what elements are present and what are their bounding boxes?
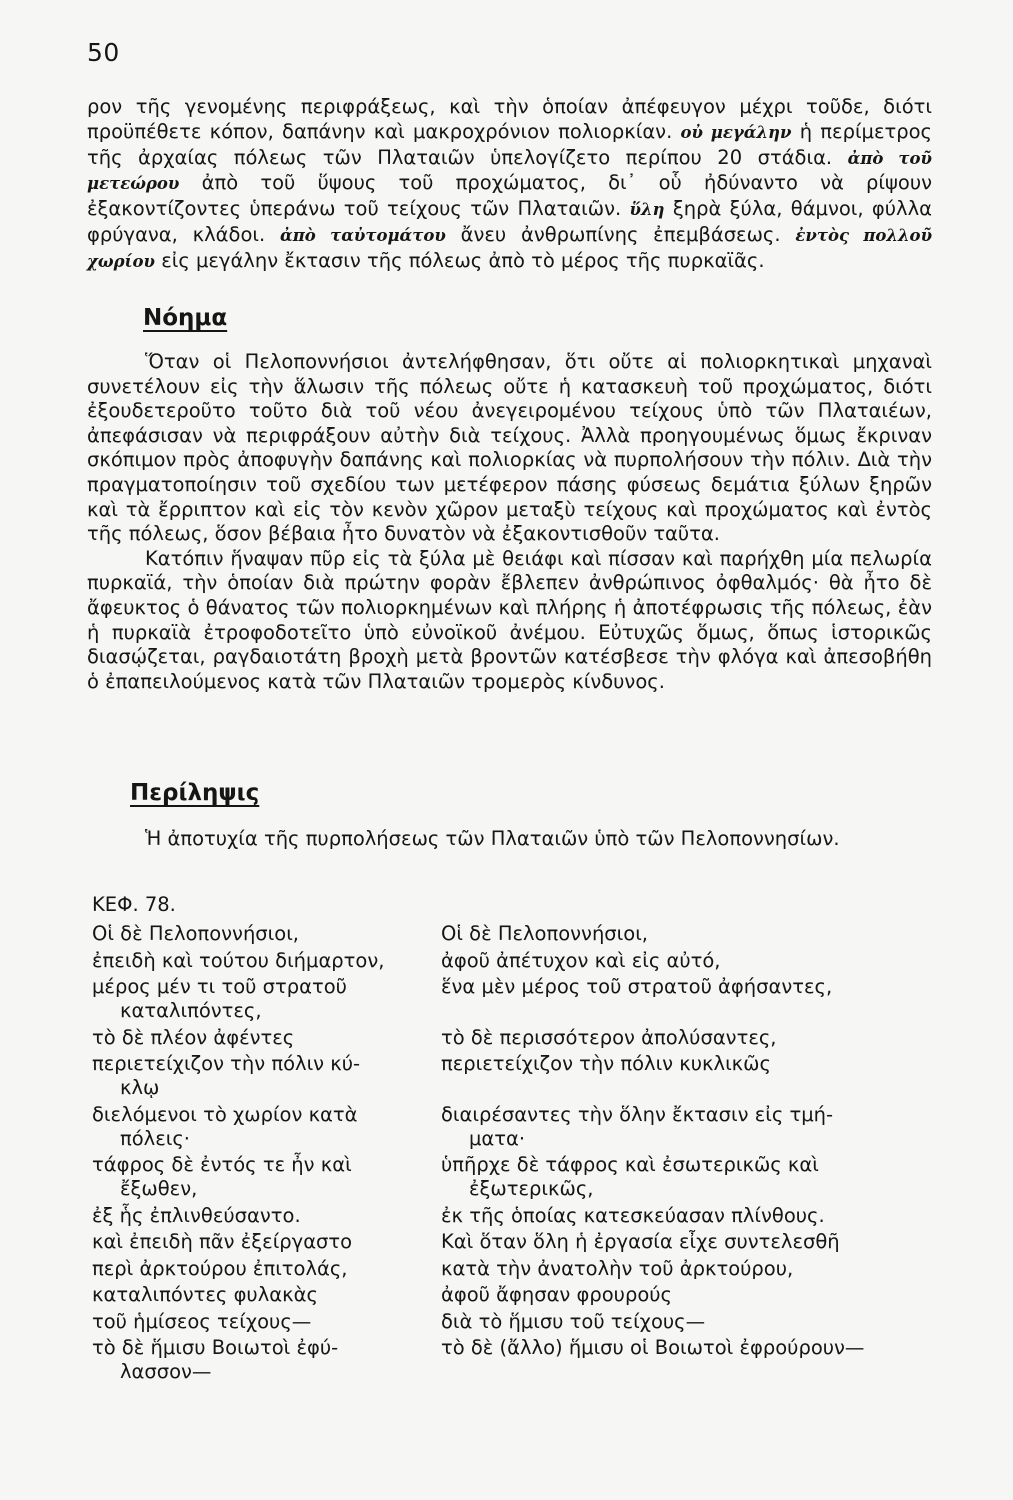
original-line	[92, 922, 423, 946]
note-keyword: οὐ μεγάλην	[680, 122, 792, 142]
translation-continuation: ἐξωτερικῶς,	[469, 1177, 594, 1200]
translation-line	[441, 1230, 951, 1254]
translation-text: ἐκ τῆς ὁποίας κατεσκεύασαν πλίνθους.	[441, 1203, 825, 1227]
original-text: μέρος μέν τι τοῦ στρατοῦ	[92, 975, 347, 998]
original-text: ἐπειδὴ καὶ τούτου διήμαρτον,	[92, 948, 385, 972]
translation-text: τὸ δὲ (ἄλλο) ἥμισυ οἱ Βοιωτοὶ ἐφρούρουν—	[441, 1336, 865, 1359]
translation-line	[441, 922, 951, 946]
translation-line	[441, 1204, 951, 1228]
original-text: τὸ δὲ ἥμισυ Βοιωτοὶ ἐφύ-	[92, 1336, 339, 1359]
original-continuation: πόλεις·	[120, 1126, 190, 1150]
translation-text: Οἱ δὲ Πελοποννήσιοι,	[441, 922, 648, 945]
note-keyword: ἐντὸς πολλοῦ χωρίου	[87, 225, 933, 271]
translation-text: ἀφοῦ ἀπέτυχον καὶ εἰς αὐτό,	[441, 948, 721, 972]
translation-line	[441, 1103, 951, 1151]
original-text: καταλιπόντες φυλακὰς	[92, 1283, 318, 1306]
note-text: ἄνευ ἀνθρωπίνης ἐπεμβάσεως.	[460, 222, 781, 246]
translation-text: ἀφοῦ ἄφησαν φρουρούς	[441, 1283, 673, 1306]
translation-text: ἕνα μὲν μέρος τοῦ στρατοῦ ἀφήσαντες,	[441, 975, 833, 998]
translation-text: διὰ τὸ ἥμισυ τοῦ τείχους—	[441, 1309, 706, 1333]
original-text: τὸ δὲ πλέον ἀφέντες	[92, 1025, 295, 1049]
chapter-reference: ΚΕΦ. 78.	[92, 893, 176, 916]
original-text: περὶ ἀρκτούρου ἐπιτολάς,	[92, 1256, 348, 1280]
original-line	[92, 1230, 423, 1254]
note-text: ἡ περίμετρος τῆς ἀρχαίας πόλεως τῶν Πλαταιῶν ὑπελογίζετο περίπου 20 στάδια.	[87, 119, 932, 169]
original-text: Οἱ δὲ Πελοποννήσιοι,	[92, 922, 299, 945]
original-text: ἐξ ἧς ἐπλινθεύσαντο.	[92, 1203, 301, 1227]
translation-line	[441, 1283, 951, 1307]
perilepsis-section	[87, 827, 932, 852]
translation-text: περιετείχιζον τὴν πόλιν κυκλικῶς	[441, 1052, 771, 1075]
original-text: περιετείχιζον τὴν πόλιν κύ-	[92, 1052, 361, 1075]
original-line	[92, 1204, 423, 1228]
translation-line	[441, 1052, 951, 1100]
translation-line	[441, 1257, 951, 1281]
original-line	[92, 1153, 423, 1201]
perilepsis-heading: Περίληψις	[130, 780, 260, 806]
original-continuation: κλῳ	[120, 1076, 160, 1099]
translation-line	[441, 1153, 951, 1201]
original-line	[92, 975, 423, 1023]
note-keyword: ἀπὸ ταὐτομάτου	[280, 225, 446, 245]
noema-section	[87, 350, 932, 694]
noema-paragraph: Ὅταν οἱ Πελοποννήσιοι ἀντελήφθησαν, ὅτι οὔτε αἱ πολιορκητικαὶ μηχαναὶ συνετέλουν εἰς τὴν ἅλωσιν τῆς πόλεως οὔτε ἡ κατασκευὴ τοῦ προχώματος, διότι ἐξουδετεροῦτο τοῦτο διὰ τοῦ νέου ἀνεγειρομένου τείχους ὑπὸ τῶν Πλαταιέων, ἀπεφάσισαν νὰ περιφράξουν αὐτὴν διὰ τείχους. Ἀλλὰ προηγουμένως ὅμως ἔκριναν σκόπιμον πρὸς ἀποφυγὴν δαπάνης καὶ πολιορκίας νὰ πυρπολήσουν τὴν πόλιν. Διὰ τὴν πραγματοποίησιν τοῦ σχεδίου των μετέφερον πάσης φύσεως δεμάτια ξύλων ξηρῶν καὶ τὰ ἔρριπτον καὶ εἰς τὸν κενὸν χῶρον μεταξὺ τείχους καὶ προχώματος καὶ ἐντὸς τῆς πόλεως, ὅσον βέβαια ἦτο δυνατὸν νὰ ἐξακοντισθοῦν ταῦτα.	[87, 350, 932, 546]
translation-line	[441, 975, 951, 1023]
translation-text: Καὶ ὅταν ὅλη ἡ ἐργασία εἶχε συντελεσθῆ	[441, 1230, 840, 1253]
note-text: ξηρὰ ξύλα, θάμνοι, φύλλα φρύγανα, κλάδοι.	[87, 197, 932, 246]
note-text: ἀπὸ τοῦ ὕψους τοῦ προχώματος, δι᾽ οὗ ἠδύναντο νὰ ρίψουν ἐξακοντίζοντες ὑπεράνω τοῦ τείχους τῶν Πλαταιῶν.	[87, 171, 932, 221]
original-text: διελόμενοι τὸ χωρίον κατὰ	[92, 1102, 358, 1126]
note-keyword: ἀπὸ τοῦ μετεώρου	[87, 148, 932, 194]
original-continuation: καταλιπόντες,	[120, 999, 262, 1022]
translation-line	[441, 949, 951, 973]
notes-paragraph	[87, 95, 932, 275]
translation-text: τὸ δὲ περισσότερον ἀπολύσαντες,	[441, 1025, 777, 1049]
original-continuation: ἔξωθεν,	[120, 1177, 198, 1200]
original-line	[92, 1283, 423, 1307]
original-text: τοῦ ἡμίσεος τείχους—	[92, 1309, 312, 1333]
original-line	[92, 1336, 423, 1384]
original-line	[92, 949, 423, 973]
page-number: 50	[87, 38, 120, 67]
note-text: ρον τῆς γενομένης περιφράξεως, καὶ τὴν ὁποίαν ἀπέφευγον μέχρι τοῦδε, διότι προϋπέθετε κόπον, δαπάνην καὶ μακροχρόνιον πολιορκίαν.	[87, 95, 932, 143]
original-text: καὶ ἐπειδὴ πᾶν ἐξείργαστο	[92, 1230, 353, 1253]
original-line	[92, 1103, 423, 1151]
translation-continuation: ματα·	[469, 1126, 526, 1150]
translation-line	[441, 1026, 951, 1050]
translation-text: διαιρέσαντες τὴν ὅλην ἔκτασιν εἰς τμή-	[441, 1102, 834, 1126]
original-text: τάφρος δὲ ἐντός τε ἦν καὶ	[92, 1153, 352, 1176]
note-keyword: ὕλη	[629, 200, 665, 220]
parallel-text	[92, 922, 937, 1387]
note-text: εἰς μεγάλην ἔκτασιν τῆς πόλεως ἀπὸ τὸ μέρος τῆς πυρκαϊᾶς.	[161, 248, 765, 272]
original-line	[92, 1052, 423, 1100]
noema-paragraph: Κατόπιν ἥναψαν πῦρ εἰς τὰ ξύλα μὲ θειάφι καὶ πίσσαν καὶ παρήχθη μία πελωρία πυρκαϊά, τὴν ὁποίαν διὰ πρώτην φορὰν ἔβλεπεν ἀνθρώπινος ὀφθαλμός· θὰ ἦτο δὲ ἄφευκτος ὁ θάνατος τῶν πολιορκημένων καὶ πλήρης ἡ ἀποτέφρωσις τῆς πόλεως, ἐὰν ἡ πυρκαϊὰ ἐτροφοδοτεῖτο ὑπὸ εὐνοϊκοῦ ἀνέμου. Εὐτυχῶς ὅμως, ὅπως ἱστορικῶς διασῴζεται, ραγδαιοτάτη βροχὴ μετὰ βροντῶν κατέσβεσε τὴν φλόγα καὶ ἀπεσοβήθη ὁ ἐπαπειλούμενος κατὰ τῶν Πλαταιῶν τρομερὸς κίνδυνος.	[87, 546, 932, 693]
translation-text: ὑπῆρχε δὲ τάφρος καὶ ἐσωτερικῶς καὶ	[441, 1153, 819, 1176]
perilepsis-text: Ἡ ἀποτυχία τῆς πυρπολήσεως τῶν Πλαταιῶν ὑπὸ τῶν Πελοποννησίων.	[145, 827, 840, 850]
original-line	[92, 1026, 423, 1050]
original-line	[92, 1257, 423, 1281]
translation-text: κατὰ τὴν ἀνατολὴν τοῦ ἀρκτούρου,	[441, 1256, 794, 1280]
translation-line	[441, 1336, 951, 1384]
original-continuation: λασσον—	[120, 1360, 212, 1383]
translation-line	[441, 1310, 951, 1334]
noema-heading: Νόημα	[143, 305, 228, 331]
original-line	[92, 1310, 423, 1334]
